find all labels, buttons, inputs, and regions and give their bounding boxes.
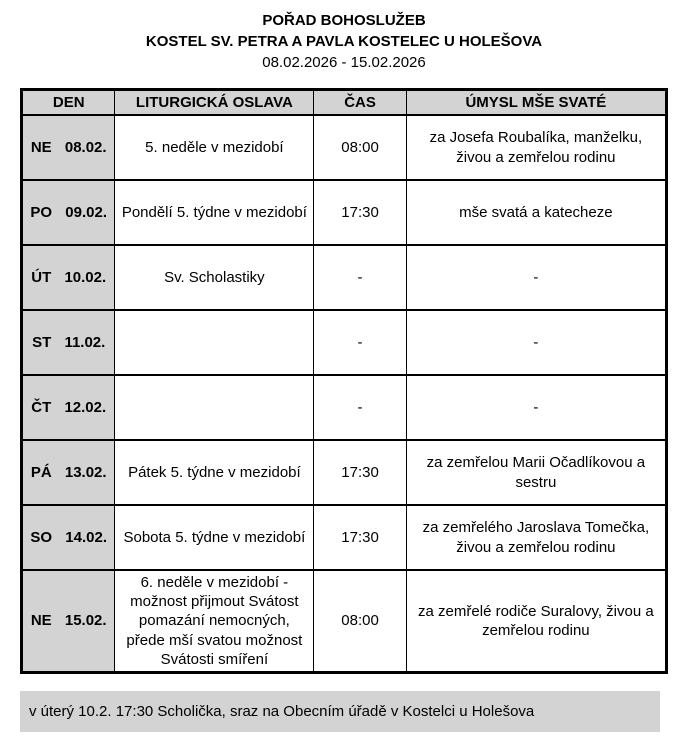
header-row bbox=[22, 90, 667, 116]
time-cell: 17:30 bbox=[314, 180, 406, 245]
time-cell: - bbox=[314, 310, 406, 375]
day-cell bbox=[22, 310, 115, 375]
table-row bbox=[22, 570, 667, 672]
day-cell bbox=[22, 375, 115, 440]
table-row bbox=[22, 245, 667, 310]
table-row bbox=[22, 505, 667, 570]
col-header-den: DEN bbox=[22, 90, 115, 116]
celebration-cell bbox=[115, 375, 314, 440]
day-date: 08.02. bbox=[64, 138, 107, 156]
day-cell bbox=[22, 570, 115, 672]
day-cell bbox=[22, 245, 115, 310]
col-header-umysl-mse-svate: ÚMYSL MŠE SVATÉ bbox=[406, 90, 666, 116]
celebration-cell: 5. neděle v mezidobí bbox=[115, 115, 314, 180]
celebration-cell: Pondělí 5. týdne v mezidobí bbox=[115, 180, 314, 245]
celebration-cell: 6. neděle v mezidobí - možnost přijmout Svátost pomazání nemocných, přede mší svatou možnost Svátosti smíření bbox=[115, 570, 314, 672]
day-date: 13.02. bbox=[64, 463, 107, 481]
time-cell: - bbox=[314, 245, 406, 310]
col-header-liturgicka-oslava: LITURGICKÁ OSLAVA bbox=[115, 90, 314, 116]
table-row bbox=[22, 440, 667, 505]
schedule-body bbox=[22, 115, 667, 672]
day-cell bbox=[22, 440, 115, 505]
day-abbr: NE bbox=[30, 612, 52, 630]
celebration-cell: Sobota 5. týdne v mezidobí bbox=[115, 505, 314, 570]
time-cell: 17:30 bbox=[314, 505, 406, 570]
time-cell: 17:30 bbox=[314, 440, 406, 505]
table-row bbox=[22, 310, 667, 375]
footer-note-bar bbox=[20, 691, 660, 732]
celebration-cell: Pátek 5. týdne v mezidobí bbox=[115, 440, 314, 505]
schedule-table bbox=[20, 88, 668, 674]
day-cell bbox=[22, 505, 115, 570]
day-date: 11.02. bbox=[64, 333, 106, 351]
day-date: 14.02. bbox=[65, 528, 107, 546]
table-row bbox=[22, 115, 667, 180]
intention-cell: za Josefa Roubalíka, manželku, živou a zemřelou rodinu bbox=[406, 115, 666, 180]
day-abbr: SO bbox=[30, 528, 53, 546]
day-abbr: ST bbox=[32, 333, 52, 351]
day-cell bbox=[22, 180, 115, 245]
intention-cell: za zemřelou Marii Očadlíkovou a sestru bbox=[406, 440, 666, 505]
date-range: 08.02.2026 - 15.02.2026 bbox=[262, 54, 426, 71]
time-cell: - bbox=[314, 375, 406, 440]
celebration-cell: Sv. Scholastiky bbox=[115, 245, 314, 310]
page-subtitle: KOSTEL SV. PETRA A PAVLA KOSTELEC U HOLEŠOVA bbox=[145, 33, 543, 50]
table-row bbox=[22, 180, 667, 245]
day-date: 10.02. bbox=[64, 268, 107, 286]
day-date: 15.02. bbox=[64, 612, 107, 630]
day-abbr: ÚT bbox=[31, 268, 52, 286]
intention-cell: za zemřelého Jaroslava Tomečka, živou a zemřelou rodinu bbox=[406, 505, 666, 570]
celebration-cell bbox=[115, 310, 314, 375]
day-abbr: PO bbox=[30, 203, 53, 221]
intention-cell: - bbox=[406, 245, 666, 310]
time-cell: 08:00 bbox=[314, 115, 406, 180]
intention-cell: za zemřelé rodiče Suralovy, živou a zemřelou rodinu bbox=[406, 570, 666, 672]
intention-cell: - bbox=[406, 375, 666, 440]
table-row bbox=[22, 375, 667, 440]
intention-cell: mše svatá a katecheze bbox=[406, 180, 666, 245]
intention-cell: - bbox=[406, 310, 666, 375]
day-abbr: ČT bbox=[31, 398, 52, 416]
footer-note: v úterý 10.2. 17:30 Scholička, sraz na Obecním úřadě v Kostelci u Holešova bbox=[29, 702, 535, 720]
day-date: 12.02. bbox=[64, 398, 107, 416]
day-abbr: NE bbox=[30, 138, 52, 156]
day-abbr: PÁ bbox=[30, 463, 52, 481]
page-title: POŘAD BOHOSLUŽEB bbox=[262, 12, 426, 29]
day-date: 09.02. bbox=[65, 203, 107, 221]
title-block bbox=[0, 0, 688, 73]
day-cell bbox=[22, 115, 115, 180]
time-cell: 08:00 bbox=[314, 570, 406, 672]
col-header-cas: ČAS bbox=[314, 90, 406, 116]
